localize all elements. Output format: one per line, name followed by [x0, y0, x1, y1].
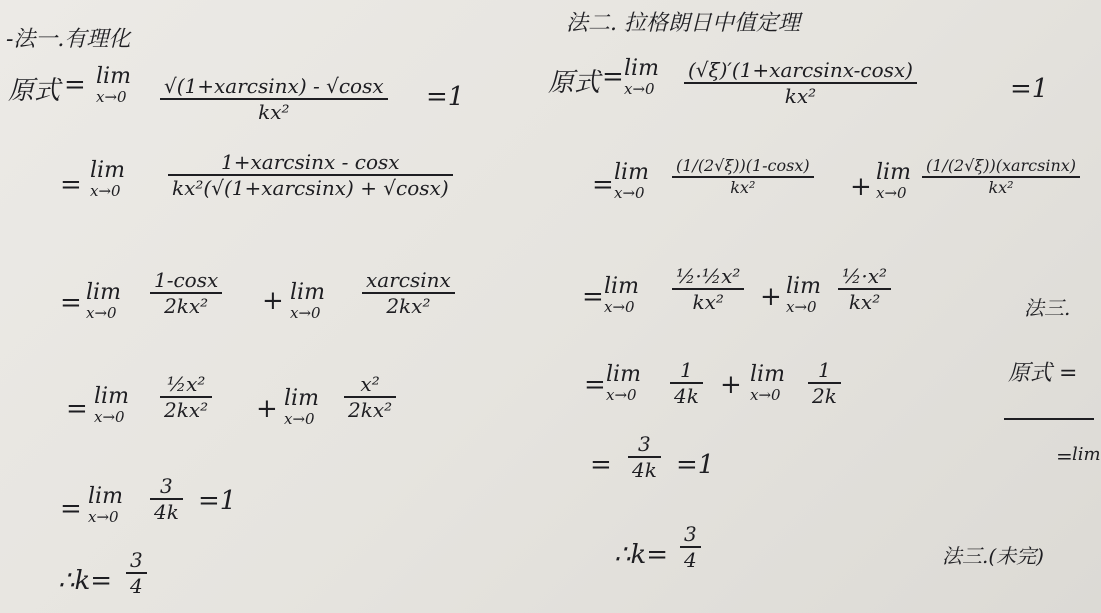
method2-plus: +	[720, 370, 742, 400]
frac-den: 4	[684, 548, 697, 572]
method2-lim-4b	[750, 364, 785, 404]
method2-l1-tail: =1	[1010, 74, 1049, 104]
frac-num: √(1+xarcsinx) - √cosx	[164, 74, 384, 98]
lim-sub: x→0	[86, 304, 117, 322]
method2-lim-3b	[786, 276, 821, 316]
method2-eq: =	[592, 170, 614, 200]
frac-num: (√ξ)′(1+xarcsinx-cosx)	[688, 58, 913, 82]
method2-plus: +	[850, 172, 872, 202]
frac-den: 2kx²	[348, 398, 393, 422]
frac-den: 4k	[154, 500, 179, 524]
method2-lim-2	[614, 162, 649, 202]
method1-l4-frac1	[160, 372, 212, 422]
method2-l2-frac2	[922, 156, 1080, 198]
lim-sub: x→0	[90, 182, 121, 200]
lim-sub: x→0	[624, 80, 655, 98]
frac-num: (1/(2√ξ))(xarcsinx)	[926, 156, 1077, 175]
method1-l3-frac2	[362, 268, 455, 318]
method1-lim-3b	[290, 282, 325, 322]
frac-num: 1-cosx	[154, 268, 219, 292]
frac-den: 2kx²	[164, 398, 209, 422]
lim-sub: x→0	[88, 508, 119, 526]
frac-num: 3	[160, 474, 173, 498]
lim-sub: x→0	[614, 184, 645, 202]
method1-plus: +	[256, 394, 278, 424]
frac-num: x²	[360, 372, 380, 396]
lim-sub: x→0	[786, 298, 817, 316]
method1-lim-5	[88, 486, 123, 526]
lim-label: lim	[284, 386, 319, 411]
method1-eq: =	[64, 70, 86, 100]
lim-label: lim	[96, 64, 131, 89]
lim-sub: x→0	[604, 298, 635, 316]
method1-l1-tail: =1	[426, 82, 465, 112]
lim-label: lim	[624, 56, 659, 81]
method2-lim-3	[604, 276, 639, 316]
lim-label: lim	[750, 362, 785, 387]
lim-label: lim	[290, 280, 325, 305]
method3-yuanshi: 原式 =	[1008, 361, 1078, 386]
frac-den: kx²	[692, 290, 724, 314]
method3-eq: =	[1056, 444, 1073, 468]
method3-lim: lim	[1072, 444, 1101, 465]
method1-l2-frac	[168, 150, 453, 200]
frac-den: kx²	[848, 290, 881, 314]
method1-eq: =	[60, 288, 82, 318]
frac-den: kx²	[784, 84, 817, 108]
method2-eq: =	[602, 62, 624, 92]
method2-eq: =	[582, 282, 604, 312]
method1-l5-tail: =1	[198, 486, 237, 516]
frac-den: kx²	[730, 178, 756, 197]
method2-yuanshi: 原式	[548, 68, 601, 98]
frac-den: kx²	[988, 178, 1014, 197]
lim-label: lim	[88, 484, 123, 509]
frac-num: 1+xarcsinx - cosx	[221, 150, 400, 174]
lim-label: lim	[90, 158, 125, 183]
lim-sub: x→0	[606, 386, 637, 404]
lim-label: lim	[614, 160, 649, 185]
method1-lim-4	[94, 386, 129, 426]
method2-l4-frac2	[808, 358, 841, 408]
method3-title-lower: 法三.(未完)	[942, 544, 1044, 568]
method1-k-frac	[126, 548, 147, 598]
method2-plus: +	[760, 282, 782, 312]
lim-sub: x→0	[96, 88, 127, 106]
method2-title: 法二. 拉格朗日中值定理	[566, 11, 800, 36]
method1-lim-1	[96, 66, 131, 106]
method2-l3-frac2	[838, 264, 891, 314]
method2-l5-frac	[628, 432, 661, 482]
method2-lim-1	[624, 58, 659, 98]
method1-eq: =	[60, 494, 82, 524]
frac-num: 1	[818, 358, 831, 382]
method1-l4-frac2	[344, 372, 396, 422]
lim-label: lim	[604, 274, 639, 299]
lim-sub: x→0	[284, 410, 315, 428]
frac-num: ½x²	[166, 372, 206, 396]
lim-sub: x→0	[290, 304, 321, 322]
frac-den: 2kx²	[164, 294, 209, 318]
frac-num: 3	[130, 548, 143, 572]
lim-sub: x→0	[876, 184, 907, 202]
lim-label: lim	[786, 274, 821, 299]
lim-label: lim	[606, 362, 641, 387]
method1-therefore: ∴k=	[58, 566, 113, 596]
frac-num: 1	[680, 358, 693, 382]
frac-den: kx²	[258, 100, 290, 124]
frac-num: xarcsinx	[366, 268, 451, 292]
lim-label: lim	[876, 160, 911, 185]
lim-sub: x→0	[750, 386, 781, 404]
lim-label: lim	[86, 280, 121, 305]
frac-den: 2k	[812, 384, 837, 408]
frac-num: ½·x²	[842, 264, 888, 288]
method1-title: -法一.有理化	[6, 27, 131, 52]
method2-lim-2b	[876, 162, 911, 202]
frac-num: 3	[684, 522, 697, 546]
method1-plus: +	[262, 286, 284, 316]
method2-l1-frac	[684, 58, 917, 108]
frac-num: (1/(2√ξ))(1-cosx)	[676, 156, 810, 175]
method2-lim-4	[606, 364, 641, 404]
method2-l3-frac1	[672, 264, 744, 314]
lim-sub: x→0	[94, 408, 125, 426]
method2-eq: =	[590, 450, 612, 480]
method2-l2-frac1	[672, 156, 814, 198]
method2-l4-frac1	[670, 358, 703, 408]
method1-l1-frac	[160, 74, 388, 124]
frac-num: ½·½x²	[676, 264, 741, 288]
frac-num: 3	[638, 432, 651, 456]
lim-label: lim	[94, 384, 129, 409]
method2-therefore: ∴k=	[614, 540, 669, 570]
method1-eq: =	[66, 394, 88, 424]
frac-den: kx²(√(1+xarcsinx) + √cosx)	[172, 176, 449, 200]
method1-l3-frac1	[150, 268, 222, 318]
method3-title-upper: 法三.	[1024, 296, 1071, 320]
frac-den: 4	[130, 574, 143, 598]
method2-eq: =	[584, 370, 606, 400]
frac-den: 4k	[674, 384, 699, 408]
method1-yuanshi: 原式	[8, 76, 61, 106]
method2-l5-tail: =1	[676, 450, 715, 480]
frac-den: 2kx²	[386, 294, 431, 318]
method1-l5-frac	[150, 474, 183, 524]
method2-k-frac	[680, 522, 701, 572]
method1-eq: =	[60, 170, 82, 200]
method1-lim-3	[86, 282, 121, 322]
frac-den: 4k	[632, 458, 657, 482]
method1-lim-4b	[284, 388, 319, 428]
method1-lim-2	[90, 160, 125, 200]
method3-fraction-bar	[1004, 418, 1094, 420]
